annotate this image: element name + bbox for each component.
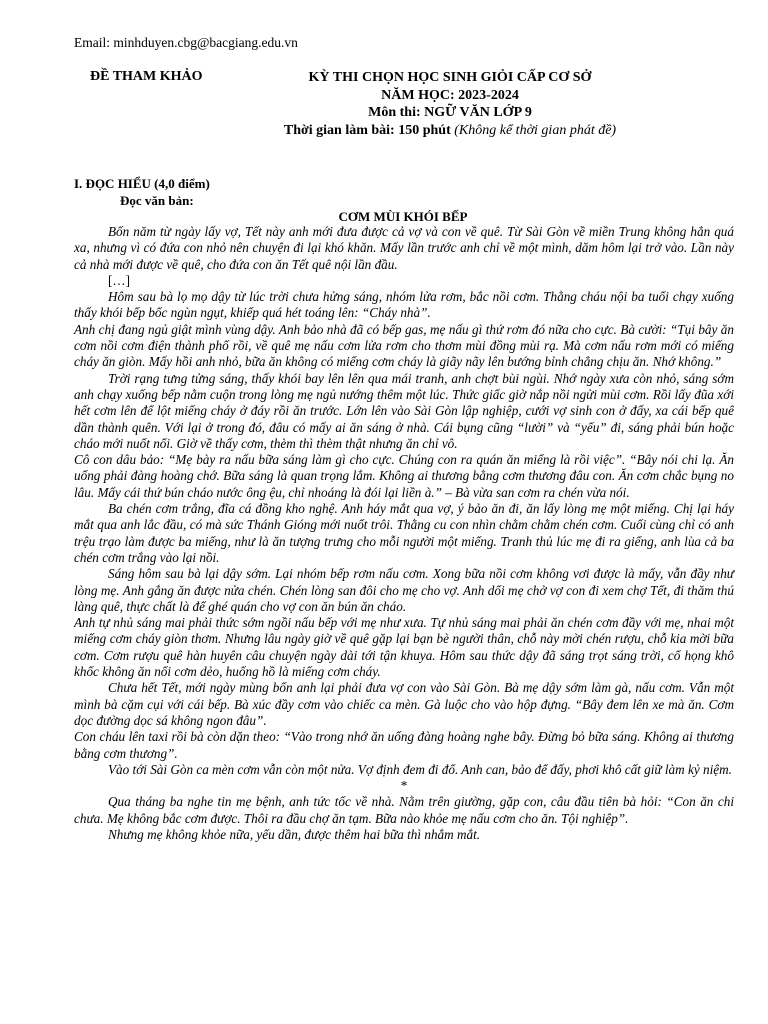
story-paragraph: Trời rạng tưng tửng sáng, thấy khói bay lên lên qua mái tranh, anh chợt bùi ngùi. Nhớ ngày xưa còn nhỏ, sáng sớm anh chạy xuống bếp nằm cuộn trong lòng mẹ ngủ nướng thêm một lúc. Thức giấc giờ nắp nồi ngửi mùi cơm. Rồi lấy đũa xới hết cơm lên để lột miếng cháy ở đáy rồi ăn trước. Lớn lên vào Sài Gòn lập nghiệp, cưới vợ sinh con ở đấy, xa cái bếp quê dần thành quên. Với lại ở trong đó, đâu có mấy ai ăn sáng ở nhà. Cái bụng cũng “lười” và “yếu” đi, sáng phải bún hoặc cháo mới nuốt nổi. Giờ về thấy cơm, thèm thì thèm thật nhưng ăn chỉ vô. <box>74 370 734 451</box>
story-paragraph: Nhưng mẹ không khỏe nữa, yếu dần, được thêm hai bữa thì nhắm mắt. <box>108 826 481 842</box>
reference-label: ĐỀ THAM KHẢO <box>90 69 203 84</box>
story-paragraph: Chưa hết Tết, mới ngày mùng bốn anh lại phải đưa vợ con vào Sài Gòn. Bà mẹ dậy sớm làm gà, nấu cơm. Vẫn một mình bà cặm cụi với cái bếp. Bà xúc đầy cơm vào chiếc ca mèn. Gà luộc cho vào hộp đựng. “Bây đem lên xe mà ăn. Cơm dọc đường dọc sá không ngon đâu”. <box>74 680 734 728</box>
story-title: CƠM MÙI KHÓI BẾP <box>338 209 468 224</box>
read-label: Đọc văn bản: <box>120 193 194 208</box>
exam-time-note: (Không kể thời gian phát đề) <box>454 122 617 138</box>
story-paragraph: Sáng hôm sau bà lại dậy sớm. Lại nhóm bếp rơm nấu cơm. Xong bữa nồi cơm không vơi được là mấy, vẫn đầy như lòng mẹ. Anh gắng ăn được nửa chén. Chén lòng san đôi cho mẹ cho vợ. Anh dối mẹ chở vợ con đi xem chợ Tết, đi thăm thú làng quê, thực chất là để ghé quán cho vợ con ăn bún ăn cháo. <box>74 566 734 614</box>
exam-title: KỲ THI CHỌN HỌC SINH GIỎI CẤP CƠ SỞ <box>308 70 592 85</box>
story-paragraph: Anh chị đang ngủ giật mình vùng dậy. Anh bảo nhà đã có bếp gas, mẹ nấu gì thứ rơm đó nữa cho cực. Bà cười: “Tụi bây ăn cơm nồi cơm điện thành phố rồi, về quê mẹ nấu cơm lửa rơm cho thơm mùi đồng mùi rạ. Mà cơm nấu rơm mới có miếng cháy ăn giòn. Mấy hồi anh nhỏ, bữa ăn không có miếng cơm cháy là giãy nãy lên bướng bỉnh chẳng chịu ăn. Nhớ không.” <box>74 321 734 370</box>
story-body <box>74 224 734 843</box>
exam-header <box>280 69 620 139</box>
exam-subject: Môn thi: NGỮ VĂN LỚP 9 <box>368 105 532 120</box>
story-paragraph: Cô con dâu bảo: “Mẹ bày ra nấu bữa sáng làm gì cho cực. Chúng con ra quán ăn miếng là rồi việc”. “Bây nói chi lạ. Ăn uống phải đàng hoàng chớ. Bữa sáng là quan trọng lắm. Không ai thương bằng cơm thương đâu con. Ăn cơm chắc bụng no lâu. Mấy cái thứ bún cháo nước ông ệu, chỉ nhoáng là đói lại liền à.” – Bà vừa san cơm ra chén vừa nói. <box>74 452 734 500</box>
school-year: NĂM HỌC: 2023-2024 <box>381 87 519 103</box>
story-paragraph: Vào tới Sài Gòn ca mèn cơm vẫn còn một nửa. Vợ định đem đi đổ. Anh can, bảo để đấy, phơi khô cất giữ làm kỷ niệm. <box>108 761 732 777</box>
exam-time-bold: Thời gian làm bài: 150 phút <box>283 122 451 138</box>
story-paragraph: […] <box>108 272 130 288</box>
story-paragraph: Ba chén cơm trắng, đĩa cá đồng kho nghệ. Anh háy mắt qua vợ, ý bảo ăn đi, ăn lấy lòng mẹ một miếng. Chị lại háy mắt qua anh lắc đầu, có mà sức Thánh Gióng mới nuốt trôi. Thằng cu con nhìn chằm chằm chén cơm. Cuối cùng chỉ có anh trệu trạo làm được ba miếng, như là ăn tượng trưng cho mỗi người một miếng. Tranh thủ lúc mẹ đi ra giếng, anh lùa cả ba chén cơm trắng vào lại nồi. <box>74 501 734 565</box>
story-paragraph: Anh tự nhủ sáng mai phải thức sớm ngồi nấu bếp với mẹ như xưa. Tự nhủ sáng mai phải ăn chén cơm đầy với mẹ, nhai một miếng cơm cháy giòn thơm. Nhưng lâu ngày giờ về quê gặp lại bạn bè người thân, chỗ này mời chén rượu, chỗ kia mời bữa cơm. Cơm rượu quê hàn huyên câu chuyện ngày dài tới tận khuya. Hôm sau thức dậy đã sáng trọt sáng trời, cổ họng khô khốc không ăn nổi cơm dẻo, huống hồ là miếng cơm cháy. <box>74 615 734 680</box>
section-divider: * <box>400 778 408 794</box>
story-paragraph: Bốn năm từ ngày lấy vợ, Tết này anh mới đưa được cả vợ và con về quê. Từ Sài Gòn về miền Trung không hẳn quá xa, nhưng vì có đứa con nhỏ nên chuyện đi lại khó khăn. Mấy lần trước anh chỉ về một mình, dăm hôm lại trở vào. Lần này cả nhà mới được về quê, cho đứa con ăn Tết quê nội lần đầu. <box>74 224 734 272</box>
story-paragraph: Con cháu lên taxi rồi bà còn dặn theo: “Vào trong nhớ ăn uống đàng hoàng nghe bây. Đừng bỏ bữa sáng. Không ai thương bằng cơm thương”. <box>74 729 734 761</box>
exam-time <box>280 122 620 140</box>
story-paragraph: Qua tháng ba nghe tin mẹ bệnh, anh tức tốc về nhà. Nằm trên giường, gặp con, câu đầu tiên bà hỏi: “Con ăn chi chưa. Mẹ không bắc cơm được. Thôi ra đầu chợ ăn tạm. Bữa nào khỏe mẹ nấu cơm cho ăn. Tội nghiệp”. <box>74 794 734 826</box>
story-paragraph: Hôm sau bà lọ mọ dậy từ lúc trời chưa hửng sáng, nhóm lửa rơm, bắc nồi cơm. Thằng cháu nội ba tuổi chạy xuống thấy khói bếp bốc ngùn ngụt, khiếp quá hét toáng lên: “Cháy nhà”. <box>74 289 734 321</box>
section-heading: I. ĐỌC HIỂU (4,0 điểm) <box>74 176 210 191</box>
email-line: Email: minhduyen.cbg@bacgiang.edu.vn <box>74 35 298 50</box>
